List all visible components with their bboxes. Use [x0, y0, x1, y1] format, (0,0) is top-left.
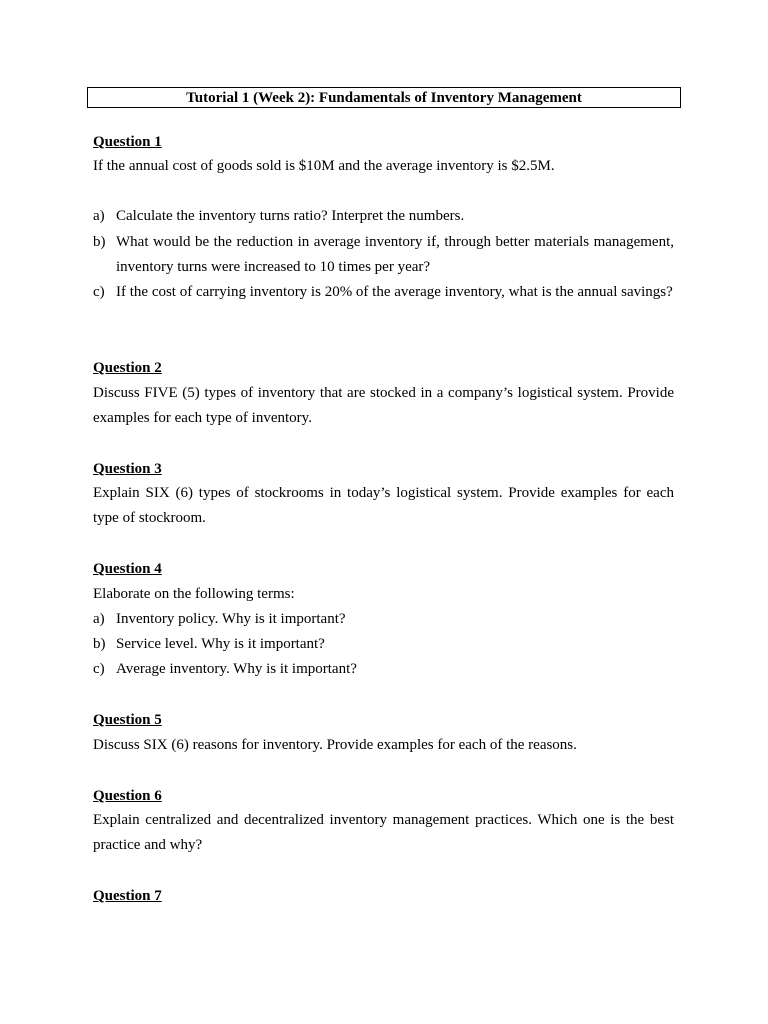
question-4-item-c	[93, 657, 674, 682]
item-text: Inventory policy. Why is it important?	[116, 611, 346, 627]
question-4-item-a	[93, 607, 674, 632]
question-4-intro: Elaborate on the following terms:	[93, 586, 295, 602]
question-5-intro: Discuss SIX (6) reasons for inventory. Provide examples for each of the reasons.	[93, 737, 577, 753]
tutorial-title: Tutorial 1 (Week 2): Fundamentals of Inventory Management	[87, 87, 681, 108]
question-4-heading: Question 4	[93, 561, 162, 577]
item-label: a)	[93, 611, 105, 627]
item-text: Service level. Why is it important?	[116, 636, 325, 652]
item-text: What would be the reduction in average inventory if, through better materials management, inventory turns were increased to 10 times per year?	[116, 234, 674, 275]
question-3-intro: Explain SIX (6) types of stockrooms in today’s logistical system. Provide examples for each type of stockroom.	[93, 485, 674, 526]
question-6-heading: Question 6	[93, 788, 162, 804]
item-label: b)	[93, 234, 106, 250]
question-1-item-c	[93, 280, 674, 305]
item-text: Average inventory. Why is it important?	[116, 661, 357, 677]
item-text: Calculate the inventory turns ratio? Interpret the numbers.	[116, 208, 465, 224]
item-label: a)	[93, 208, 105, 224]
item-label: b)	[93, 636, 106, 652]
question-2-heading: Question 2	[93, 360, 162, 376]
question-1-heading: Question 1	[93, 134, 162, 150]
item-text: If the cost of carrying inventory is 20% of the average inventory, what is the annual savings?	[116, 284, 673, 300]
question-1-item-a	[93, 204, 674, 229]
question-6-intro: Explain centralized and decentralized inventory management practices. Which one is the best practice and why?	[93, 812, 674, 853]
question-5-heading: Question 5	[93, 712, 162, 728]
question-4-item-b	[93, 632, 674, 657]
question-7-heading: Question 7	[93, 888, 162, 904]
item-label: c)	[93, 661, 105, 677]
question-1-item-b	[93, 230, 674, 280]
question-3-heading: Question 3	[93, 461, 162, 477]
question-2-intro: Discuss FIVE (5) types of inventory that are stocked in a company’s logistical system. Provide examples for each type of inventory.	[93, 385, 674, 426]
question-1-intro: If the annual cost of goods sold is $10M and the average inventory is $2.5M.	[93, 158, 555, 174]
item-label: c)	[93, 284, 105, 300]
